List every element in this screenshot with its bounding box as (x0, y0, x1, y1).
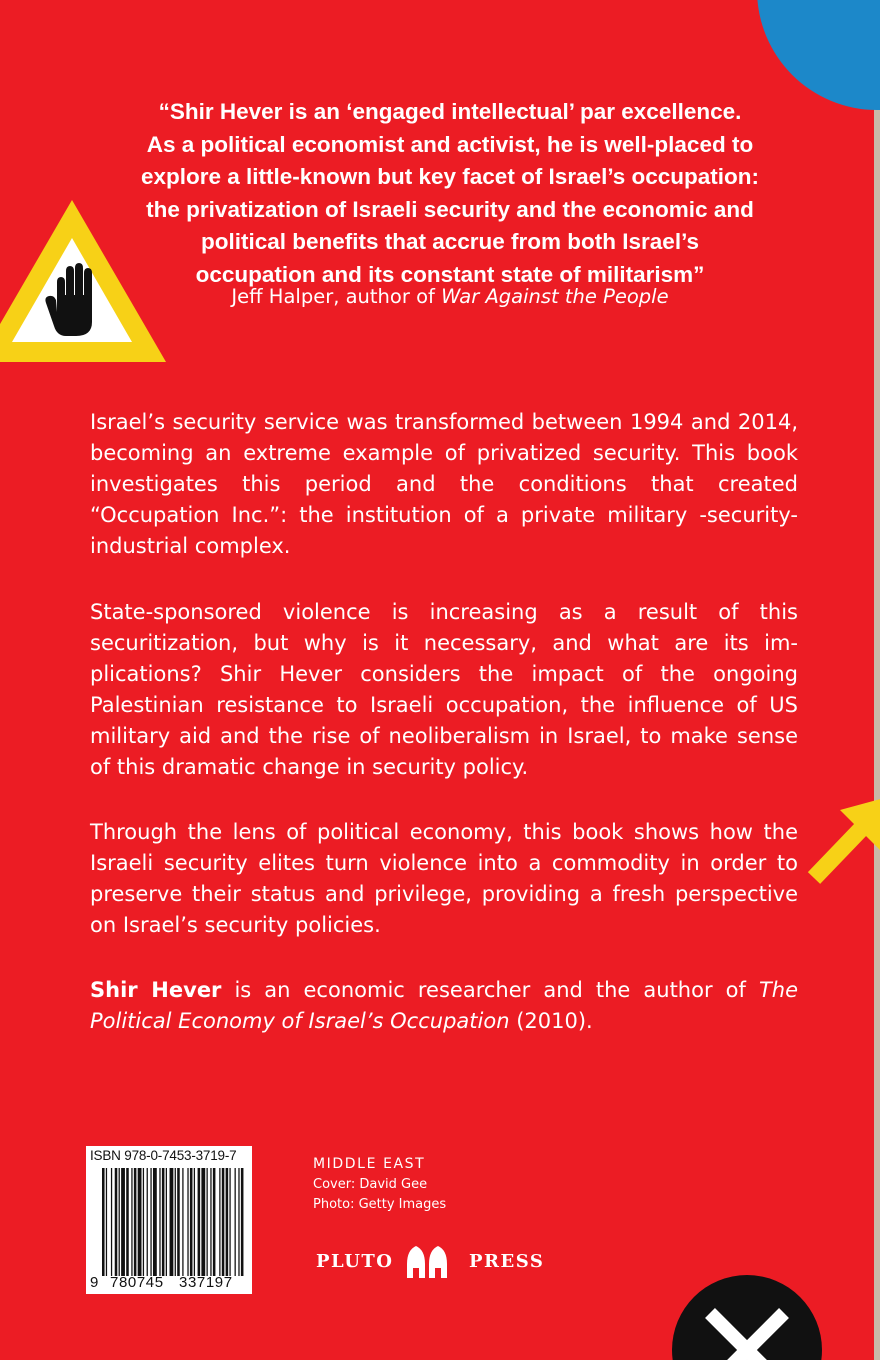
barcode-bar (190, 1168, 193, 1276)
barcode-bar (177, 1168, 180, 1276)
photo-credit: Photo: Getty Images (313, 1197, 447, 1212)
category-label: MIDDLE EAST (313, 1156, 426, 1172)
quote-line: “Shir Hever is an ‘engaged intellectual’ par excellence. (158, 99, 742, 124)
barcode-bar (153, 1168, 157, 1276)
barcode-bar (121, 1168, 125, 1276)
barcode-bar (222, 1168, 225, 1276)
blue-circle-icon (757, 0, 880, 110)
barcode-bar (187, 1168, 188, 1276)
arrow-icon (804, 790, 880, 890)
barcode-digit-first: 9 (90, 1274, 99, 1291)
author-book-year: (2010). (509, 1009, 593, 1033)
endorsement-quote (90, 96, 810, 291)
barcode-bar (143, 1168, 144, 1276)
barcode-bar (238, 1168, 239, 1276)
publisher-word-right: PRESS (469, 1251, 545, 1272)
barcode-digits (86, 1274, 252, 1294)
quote-line: political benefits that accrue from both Israel’s (200, 229, 700, 254)
barcode-bar (138, 1168, 142, 1276)
barcode-bar (126, 1168, 129, 1276)
description-paragraph-1: Israel’s security service was transformed between 1994 and 2014, becoming an extreme example of privatized security. This book investigates this period and the conditions that created “Occupation Inc.”: the institution of a private military -security-industrial complex. (90, 410, 798, 558)
cover-credit: Cover: David Gee (313, 1177, 428, 1192)
author-bio-text: is an economic researcher and the author of (221, 978, 759, 1002)
quote-line: explore a little-known but key facet of Israel’s occupation: (140, 164, 760, 189)
barcode-bar (134, 1168, 137, 1276)
barcode-bar (182, 1168, 183, 1276)
barcode-bar (210, 1168, 211, 1276)
x-circle-icon (672, 1275, 822, 1360)
barcode-bar (147, 1168, 148, 1276)
description-paragraph-3: Through the lens of political economy, this book shows how the Israeli security elites turn violence into a commodity in order to preserve their status and privilege, providing a fresh perspective on Israel’s security policies. (90, 820, 798, 937)
attribution-prefix: Jeff Halper, author of (231, 285, 442, 308)
quote-attribution (90, 282, 810, 312)
barcode (86, 1146, 252, 1294)
barcode-bar (150, 1168, 151, 1276)
publisher-word-left: PLUTO (316, 1251, 394, 1272)
barcode-bar (201, 1168, 205, 1276)
quote-line: the privatization of Israeli security and the economic and (146, 196, 754, 222)
attribution-book-title: War Against the People (441, 285, 669, 308)
author-name: Shir Hever (90, 978, 222, 1002)
barcode-bars (102, 1168, 246, 1276)
barcode-bar (115, 1168, 118, 1276)
barcode-bar (170, 1168, 174, 1276)
barcode-bar (241, 1168, 244, 1276)
barcode-bar (194, 1168, 195, 1276)
spine-edge (874, 0, 880, 1360)
author-book-title: The Political Economy of Israel’s Occupation (90, 978, 798, 1033)
barcode-bar (235, 1168, 236, 1276)
pluto-logo-icon (405, 1244, 449, 1278)
barcode-bar (159, 1168, 160, 1276)
barcode-bar (106, 1168, 107, 1276)
quote-line: As a political economist and activist, he is well-placed to (146, 131, 754, 157)
barcode-bar (207, 1168, 208, 1276)
barcode-bar (162, 1168, 165, 1276)
barcode-bar (166, 1168, 167, 1276)
quote-line: occupation and its constant state of militarism” (195, 261, 705, 287)
barcode-bar (111, 1168, 112, 1276)
barcode-bar (119, 1168, 120, 1276)
publisher-logo (316, 1242, 556, 1282)
barcode-bar (226, 1168, 229, 1276)
barcode-bar (213, 1168, 216, 1276)
author-bio (90, 975, 798, 1037)
barcode-bar (229, 1168, 230, 1276)
barcode-digits-left: 780745 (110, 1274, 164, 1291)
isbn-label: ISBN 978-0-7453-3719-7 (90, 1148, 237, 1163)
barcode-digits-right: 337197 (179, 1274, 233, 1291)
barcode-bar (131, 1168, 132, 1276)
barcode-bar (219, 1168, 220, 1276)
description-paragraph-2: State-sponsored violence is increasing as a result of this securitization, but why is it necessary, and what are its im-plications? Shir Hever considers the impact of the ongoing Palestinian resistance to Israeli occupation, the influence of US military aid and the rise of neoliberalism in Israel, to make sense of this dramatic change in security policy. (90, 600, 798, 779)
barcode-bar (175, 1168, 176, 1276)
barcode-bar (102, 1168, 105, 1276)
barcode-bar (198, 1168, 201, 1276)
